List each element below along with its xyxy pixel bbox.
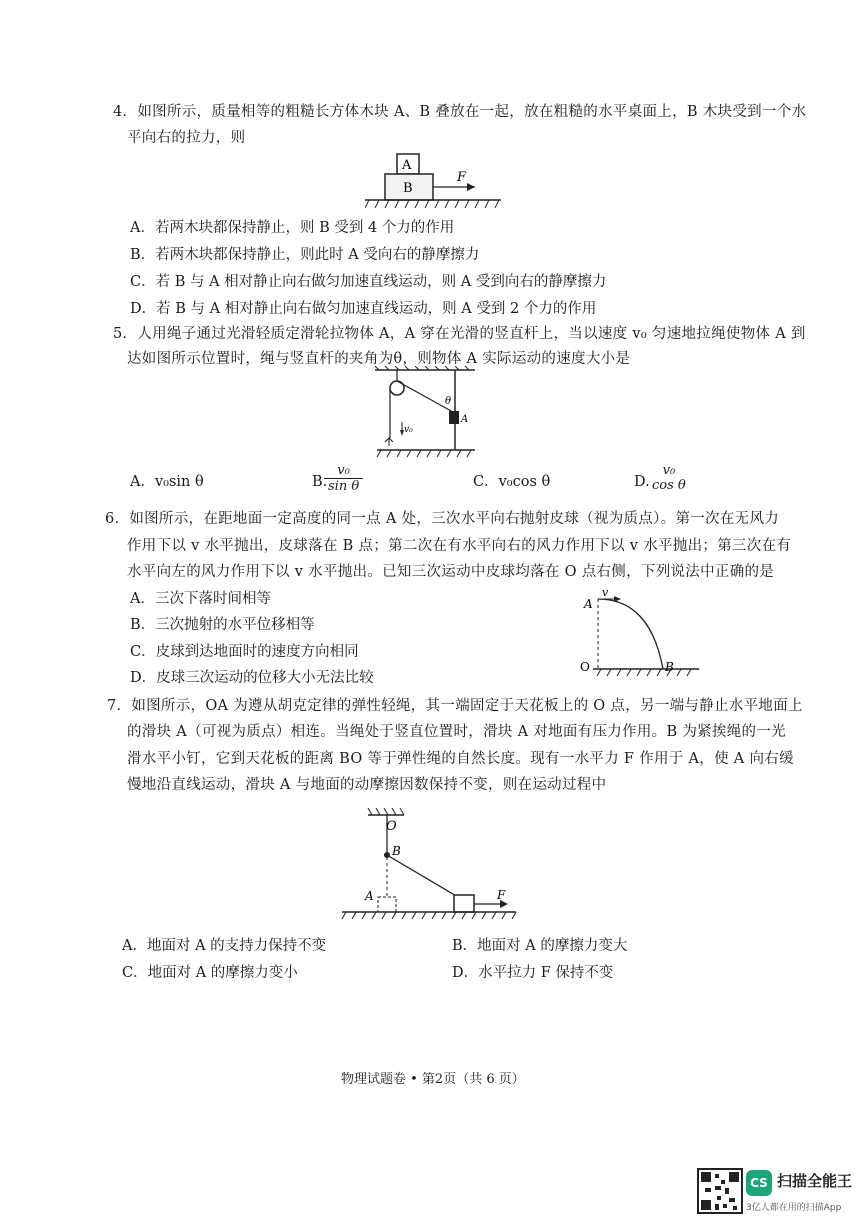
q4-fig-label-a: A xyxy=(402,158,412,173)
q6-option-c: C．皮球到达地面时的速度方向相同 xyxy=(130,644,359,660)
q7-stem-line1: 7．如图所示，OA 为遵从胡克定律的弹性轻绳，其一端固定于天花板上的 O 点，另一端与静止水平地面上 xyxy=(107,698,803,714)
q4-stem-line2: 平向右的拉力，则 xyxy=(127,130,246,146)
q7-fig-label-f: F xyxy=(497,888,506,902)
q5-option-b-label: B. xyxy=(312,474,328,490)
q4-fig-label-f: F xyxy=(457,170,467,185)
q4-option-b: B．若两木块都保持静止，则此时 A 受向右的静摩擦力 xyxy=(130,247,480,263)
q7-fig-label-a: A xyxy=(365,889,374,903)
q7-option-c: C．地面对 A 的摩擦力变小 xyxy=(122,965,298,981)
q5-fig-label-a: A xyxy=(461,414,469,425)
q5-option-b-fraction xyxy=(324,463,363,494)
q4-fig-label-b: B xyxy=(403,181,413,196)
q7-stem-line3: 滑水平小钉，它到天花板的距离 BO 等于弹性绳的自然长度。现有一水平力 F 作用于 A，使 A 向右缓 xyxy=(127,751,794,767)
q7-fig-label-b: B xyxy=(392,844,401,858)
q6-fig-label-v: v xyxy=(602,586,609,599)
page-footer: 物理试题卷 • 第2页（共 6 页） xyxy=(341,1072,525,1087)
q5-stem-line2: 达如图所示位置时，绳与竖直杆的夹角为θ，则物体 A 实际运动的速度大小是 xyxy=(127,351,631,367)
q5-option-c: C．v₀cos θ xyxy=(473,474,551,490)
q7-option-a: A．地面对 A 的支持力保持不变 xyxy=(122,938,327,954)
q6-option-b: B．三次抛射的水平位移相等 xyxy=(130,617,315,633)
camscanner-logo-icon: CS xyxy=(746,1170,772,1196)
q4-stem-line1: 4．如图所示，质量相等的粗糙长方体木块 A、B 叠放在一起，放在粗糙的水平桌面上，B 木块受到一个水 xyxy=(113,104,807,120)
q4-figure xyxy=(365,148,505,214)
q5-fig-label-theta: θ xyxy=(445,396,452,407)
q7-block-a xyxy=(454,895,474,912)
q5-option-d-den: cos θ xyxy=(652,478,686,493)
q7-option-b: B．地面对 A 的摩擦力变大 xyxy=(452,938,628,954)
q6-stem-line3: 水平向左的风力作用下以 v 水平抛出。已知三次运动中皮球均落在 O 点右侧，下列说法中正确的是 xyxy=(127,564,775,580)
q6-stem-line2: 作用下以 v 水平抛出，皮球落在 B 点；第二次在有水平向右的风力作用下以 v 水平抛出；第三次在有 xyxy=(127,538,792,554)
q6-figure xyxy=(575,585,705,685)
q5-block-a xyxy=(449,411,459,424)
q6-fig-label-o: O xyxy=(580,660,590,674)
q7-stem-line2: 的滑块 A（可视为质点）相连。当绳处于竖直位置时，滑块 A 对地面有压力作用。B 为紧挨绳的一光 xyxy=(127,724,786,740)
qr-code-icon xyxy=(697,1168,743,1214)
q5-option-d-label: D. xyxy=(634,474,650,490)
q5-option-d-num: v₀ xyxy=(662,463,676,478)
q5-option-b-den: sin θ xyxy=(328,479,360,494)
q7-fig-label-o: O xyxy=(386,819,397,834)
q5-fig-label-v0: v₀ xyxy=(404,425,413,435)
q7-stem-line4: 慢地沿直线运动，滑块 A 与地面的动摩擦因数保持不变，则在运动过程中 xyxy=(127,777,607,793)
q5-option-d-fraction xyxy=(648,463,690,493)
q6-option-d: D．皮球三次运动的位移大小无法比较 xyxy=(130,670,374,686)
q7-option-d: D．水平拉力 F 保持不变 xyxy=(452,965,614,981)
q5-option-b-num: v₀ xyxy=(324,463,363,479)
q4-option-d: D．若 B 与 A 相对静止向右做匀加速直线运动，则 A 受到 2 个力的作用 xyxy=(130,301,597,317)
q7-figure xyxy=(340,805,520,925)
q6-option-a: A．三次下落时间相等 xyxy=(130,591,271,607)
q4-option-a: A．若两木块都保持静止，则 B 受到 4 个力的作用 xyxy=(130,220,455,236)
q6-fig-label-a: A xyxy=(584,597,593,611)
q6-trajectory xyxy=(598,599,663,669)
camscanner-tagline: 3亿人都在用的扫描App xyxy=(746,1203,842,1213)
q5-option-a: A．v₀sin θ xyxy=(130,474,204,490)
q5-figure xyxy=(375,366,485,458)
camscanner-name: 扫描全能王 xyxy=(777,1172,853,1190)
q4-option-c: C．若 B 与 A 相对静止向右做匀加速直线运动，则 A 受到向右的静摩擦力 xyxy=(130,274,607,290)
q5-stem-line1: 5．人用绳子通过光滑轻质定滑轮拉物体 A，A 穿在光滑的竖直杆上，当以速度 v₀ 匀速地拉绳使物体 A 到 xyxy=(113,326,806,342)
q6-stem-line1: 6．如图所示，在距地面一定高度的同一点 A 处，三次水平向右抛射皮球（视为质点）。第一次在无风力 xyxy=(105,511,780,527)
q6-fig-label-b: B xyxy=(665,660,674,674)
